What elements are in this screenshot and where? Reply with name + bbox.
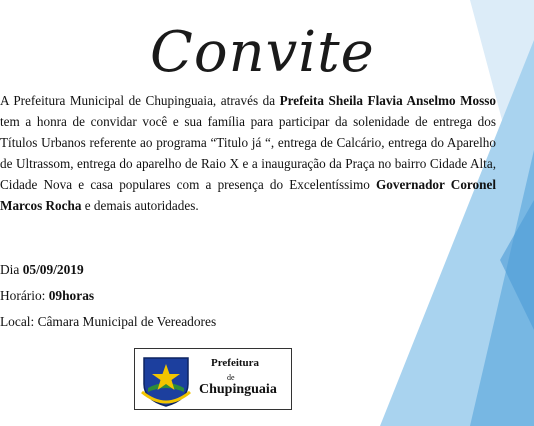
mayor-name: Prefeita Sheila Flavia Anselmo Mosso [279,93,496,108]
logo-line-1: Prefeitura [211,357,260,369]
date-label: Dia [0,262,23,277]
governor-name: Governador Coronel Marcos Rocha [0,177,496,213]
logo-line-3: Chupinguaia [199,382,277,397]
event-place [0,314,216,330]
municipality-logo [134,348,292,410]
invitation-body [0,90,496,216]
event-date [0,262,84,278]
time-value: 09horas [48,288,95,303]
body-text-part: e demais autoridades. [81,198,199,213]
place-value: Câmara Municipal de Vereadores [37,314,217,329]
body-text-part: tem a honra de convidar você e sua família para participar da solenidade de entrega dos Títulos Urbanos referente ao programa “Titulo já “, entrega de Calcário, entrega do Aparelho de Ultrassom, entrega do aparelho de Raio X e a inauguração da Praça no bairro Cidade Alta, Cidade Nova e casa populares com a presença do Excelentíssimo [0,114,496,192]
event-time [0,288,94,304]
place-label: Local: [0,314,38,329]
crest-icon [138,352,194,408]
logo-line-2: de [227,373,235,382]
invitation-title: Convite [150,20,375,85]
time-label: Horário: [0,288,49,303]
body-text-part: A Prefeitura Municipal de Chupinguaia, através da [0,93,280,108]
date-value: 05/09/2019 [22,262,84,277]
